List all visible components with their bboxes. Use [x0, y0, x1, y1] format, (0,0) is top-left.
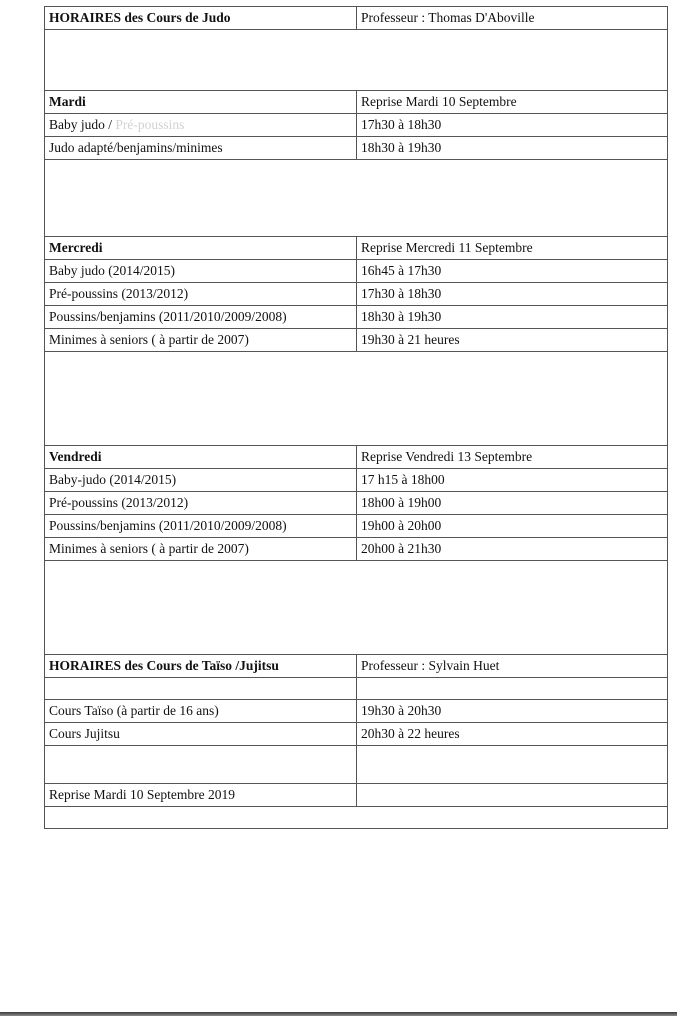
reprise-date: Reprise Mardi 10 Septembre — [357, 91, 668, 114]
day-label: Mardi — [45, 91, 357, 114]
course-name: Cours Jujitsu — [45, 723, 357, 746]
table-row — [45, 260, 668, 283]
course-name: Baby judo (2014/2015) — [45, 260, 357, 283]
spacer-row — [45, 561, 668, 655]
course-time: 16h45 à 17h30 — [357, 260, 668, 283]
course-time: 17h30 à 18h30 — [357, 283, 668, 306]
day-label: Vendredi — [45, 446, 357, 469]
schedule-table — [44, 6, 668, 829]
reprise-date: Reprise Mercredi 11 Septembre — [357, 237, 668, 260]
taiso-header-row — [45, 655, 668, 678]
course-name: Judo adapté/benjamins/minimes — [45, 137, 357, 160]
table-row — [45, 329, 668, 352]
vendredi-header-row — [45, 446, 668, 469]
course-name: Minimes à seniors ( à partir de 2007) — [45, 329, 357, 352]
table-row — [45, 700, 668, 723]
course-name: Minimes à seniors ( à partir de 2007) — [45, 538, 357, 561]
reprise-date: Reprise Mardi 10 Septembre 2019 — [45, 784, 357, 807]
mercredi-header-row — [45, 237, 668, 260]
judo-title: HORAIRES des Cours de Judo — [45, 7, 357, 30]
course-name — [45, 114, 357, 137]
table-row — [45, 492, 668, 515]
course-time: 18h00 à 19h00 — [357, 492, 668, 515]
course-time: 19h30 à 21 heures — [357, 329, 668, 352]
course-time: 20h00 à 21h30 — [357, 538, 668, 561]
course-name: Poussins/benjamins (2011/2010/2009/2008) — [45, 306, 357, 329]
empty-row — [45, 807, 668, 829]
empty-row — [45, 746, 668, 784]
course-time: 18h30 à 19h30 — [357, 137, 668, 160]
course-name: Baby-judo (2014/2015) — [45, 469, 357, 492]
course-name-main: Baby judo / — [49, 117, 116, 132]
judo-teacher: Professeur : Thomas D'Aboville — [357, 7, 668, 30]
course-time: 19h00 à 20h00 — [357, 515, 668, 538]
table-row — [45, 515, 668, 538]
course-name: Pré-poussins (2013/2012) — [45, 492, 357, 515]
table-row — [45, 137, 668, 160]
taiso-title: HORAIRES des Cours de Taïso /Jujitsu — [45, 655, 357, 678]
table-row — [45, 283, 668, 306]
course-time: 20h30 à 22 heures — [357, 723, 668, 746]
mardi-header-row — [45, 91, 668, 114]
spacer-row — [45, 160, 668, 237]
empty-row — [45, 678, 668, 700]
course-time: 19h30 à 20h30 — [357, 700, 668, 723]
table-row — [45, 469, 668, 492]
page-bottom-edge — [0, 1012, 677, 1016]
course-name: Cours Taïso (à partir de 16 ans) — [45, 700, 357, 723]
course-time: 18h30 à 19h30 — [357, 306, 668, 329]
table-row — [45, 306, 668, 329]
spacer-row — [45, 30, 668, 91]
course-name-faded: Pré-poussins — [115, 117, 185, 132]
course-name: Poussins/benjamins (2011/2010/2009/2008) — [45, 515, 357, 538]
table-row — [45, 114, 668, 137]
table-row — [45, 538, 668, 561]
course-name: Pré-poussins (2013/2012) — [45, 283, 357, 306]
spacer-row — [45, 352, 668, 446]
table-row — [45, 723, 668, 746]
taiso-reprise-row — [45, 784, 668, 807]
day-label: Mercredi — [45, 237, 357, 260]
course-time: 17 h15 à 18h00 — [357, 469, 668, 492]
course-time: 17h30 à 18h30 — [357, 114, 668, 137]
judo-header-row — [45, 7, 668, 30]
taiso-teacher: Professeur : Sylvain Huet — [357, 655, 668, 678]
reprise-date: Reprise Vendredi 13 Septembre — [357, 446, 668, 469]
